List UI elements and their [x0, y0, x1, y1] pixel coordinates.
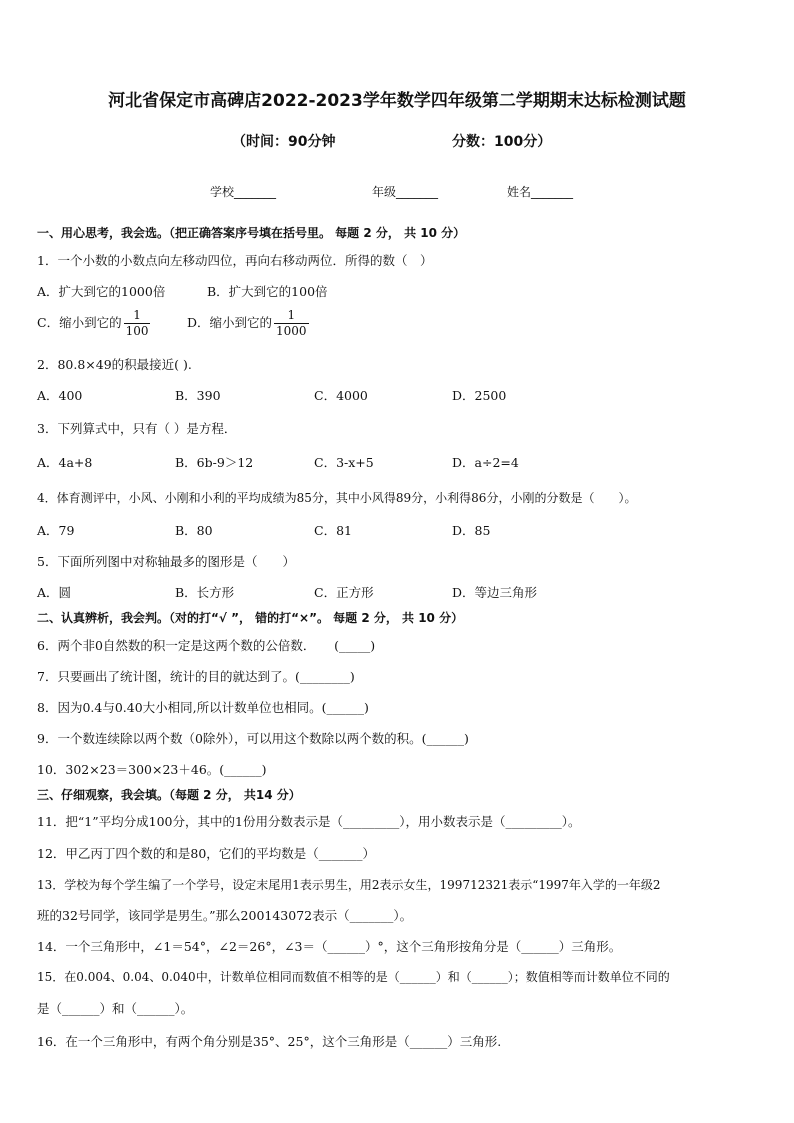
q5-option-a: A．圆: [37, 585, 72, 600]
q2-option-d: D．2500: [452, 388, 507, 403]
question-5: 5．下面所列图中对称轴最多的图形是（ ）: [37, 554, 295, 569]
q2-option-b: B．390: [175, 388, 221, 403]
question-12: 12．甲乙丙丁四个数的和是80，它们的平均数是（_______）: [37, 846, 376, 861]
question-4: 4．体育测评中，小风、小刚和小利的平均成绩为85分，其中小风得89分，小利得86分，小刚的分数是（ ）。: [37, 491, 637, 505]
q4-option-c: C．81: [314, 523, 352, 538]
q1-option-c-fraction: [124, 308, 151, 339]
question-10: 10．302×23＝300×23＋46。(______): [37, 762, 267, 777]
q1-option-c: [37, 308, 152, 339]
q3-option-d: D．a÷2=4: [452, 455, 519, 470]
question-7: 7．只要画出了统计图，统计的目的就达到了。(________): [37, 669, 355, 684]
q3-option-b: B．6b-9＞12: [175, 455, 254, 470]
question-14: 14．一个三角形中，∠1＝54°，∠2＝26°，∠3＝（______）°，这个三角形按角分是（______）三角形。: [37, 939, 622, 954]
question-13-line2: 班的32号同学，该同学是男生。”那么200143072表示（_______）。: [37, 908, 413, 923]
fraction-numerator: 1: [287, 308, 296, 322]
question-6: 6．两个非0自然数的积一定是这两个数的公倍数． (_____): [37, 638, 376, 653]
fraction-numerator: 1: [133, 308, 141, 322]
grade-field: 年级_______: [372, 185, 439, 199]
question-16: 16．在一个三角形中，有两个角分别是35°、25°，这个三角形是（______）三角形.: [37, 1034, 502, 1049]
q1-option-c-label: C．缩小到它的: [37, 315, 122, 330]
q5-option-b: B．长方形: [175, 585, 235, 600]
question-15-line1: 15．在0.004、0.04、0.040中，计数单位相同而数值不相等的是（______）和（______）；数值相等而计数单位不同的: [37, 970, 670, 984]
question-15-line2: 是（______）和（______）。: [37, 1001, 194, 1016]
exam-title: 河北省保定市高碑店2022-2023学年数学四年级第二学期期末达标检测试题: [108, 91, 686, 111]
q3-option-c: C．3-x+5: [314, 455, 374, 470]
fraction-denominator: 1000: [276, 324, 307, 338]
q1-option-b: B．扩大到它的100倍: [207, 284, 328, 299]
question-3: 3．下列算式中，只有（ ）是方程．: [37, 421, 237, 436]
q1-option-a: A．扩大到它的1000倍: [37, 284, 166, 299]
question-1: 1．一个小数的小数点向左移动四位，再向右移动两位．所得的数（ ）: [37, 253, 433, 268]
q5-option-d: D．等边三角形: [452, 585, 538, 600]
question-13-line1: 13．学校为每个学生编了一个学号，设定末尾用1表示男生，用2表示女生，199712321表示“1997年入学的一年级2: [37, 878, 661, 892]
q3-option-a: A．4a+8: [37, 455, 93, 470]
q2-option-a: A．400: [37, 388, 83, 403]
school-field: 学校_______: [210, 185, 277, 199]
question-9: 9．一个数连续除以两个数（0除外），可以用这个数除以两个数的积。(______): [37, 731, 469, 746]
section1-heading: 一、用心思考，我会选。（把正确答案序号填在括号里。 每题 2 分， 共 10 分）: [37, 226, 466, 240]
section3-heading: 三、仔细观察，我会填。（每题 2 分， 共14 分）: [37, 788, 301, 802]
q4-option-b: B．80: [175, 523, 213, 538]
q4-option-a: A．79: [37, 523, 75, 538]
q1-option-d-fraction: [274, 308, 309, 339]
q5-option-c: C．正方形: [314, 585, 374, 600]
q1-option-d: [187, 308, 311, 339]
q4-option-d: D．85: [452, 523, 491, 538]
name-field: 姓名_______: [507, 185, 574, 199]
fraction-denominator: 100: [125, 324, 149, 338]
question-8: 8．因为0.4与0.40大小相同,所以计数单位也相同。(______): [37, 700, 369, 715]
exam-score: 分数：100分）: [452, 134, 552, 150]
exam-time: （时间：90分钟: [232, 134, 336, 150]
q2-option-c: C．4000: [314, 388, 368, 403]
question-11: 11．把“1”平均分成100分，其中的1份用分数表示是（_________），用小数表示是（_________）。: [37, 814, 581, 829]
question-2: 2．80.8×49的积最接近( ).: [37, 357, 192, 372]
section2-heading: 二、认真辨析，我会判。（对的打“√ ”， 错的打“×”。 每题 2 分， 共 10 分）: [37, 611, 464, 625]
q1-option-d-label: D．缩小到它的: [187, 315, 273, 330]
